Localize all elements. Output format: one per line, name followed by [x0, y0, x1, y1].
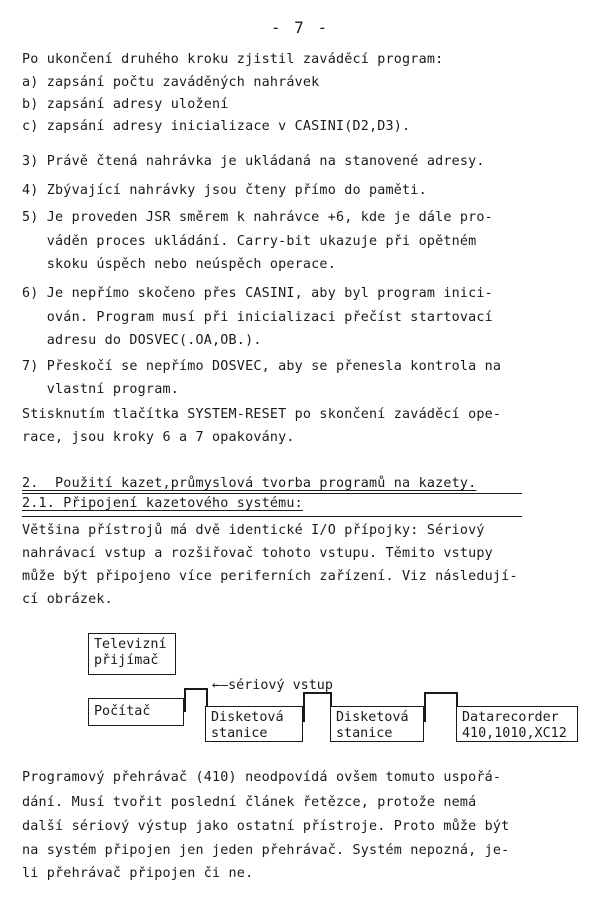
text-line: cí obrázek.	[22, 592, 113, 607]
tv-label-line1: Televizní	[94, 637, 167, 652]
cable	[424, 692, 426, 722]
text-line: Stisknutím tlačítka SYSTEM-RESET po skončení zaváděcí ope-	[22, 407, 502, 422]
disk-drive-2-line1: Disketová	[336, 710, 409, 725]
text-line: 6) Je nepřímo skočeno přes CASINI, aby byl program inici-	[22, 286, 493, 301]
disk-drive-1-line2: stanice	[211, 726, 268, 741]
text-line: může být připojeno více periferních zařízení. Viz následují-	[22, 569, 518, 584]
text-line: li přehrávač připojen či ne.	[22, 866, 254, 881]
text-line: další sériový výstup jako ostatní přístroje. Proto může být	[22, 819, 510, 834]
tv-label-line2: přijímač	[94, 653, 159, 668]
cable	[184, 688, 186, 712]
text-line: 4) Zbývající nahrávky jsou čteny přímo do paměti.	[22, 183, 427, 198]
computer-box	[88, 698, 184, 726]
text-line: dání. Musí tvořit poslední článek řetězce, protože nemá	[22, 795, 477, 810]
divider	[22, 516, 522, 517]
cable	[330, 692, 332, 706]
text-line: Většina přístrojů má dvě identické I/O přípojky: Sériový	[22, 523, 485, 538]
cable	[456, 692, 458, 706]
text-line: vlastní program.	[22, 382, 179, 397]
text-line: a) zapsání počtu zaváděných nahrávek	[22, 75, 320, 90]
disk-drive-1-line1: Disketová	[211, 710, 284, 725]
computer-label: Počítač	[94, 704, 151, 719]
text-line: b) zapsání adresy uložení	[22, 97, 229, 112]
text-line: race, jsou kroky 6 a 7 opakovány.	[22, 430, 295, 445]
text-line: 5) Je proveden JSR směrem k nahrávce +6, kde je dále pro-	[22, 210, 493, 225]
text-line: nahrávací vstup a rozšiřovač tohoto vstupu. Těmito vstupy	[22, 546, 493, 561]
disk-drive-2-line2: stanice	[336, 726, 393, 741]
text-line: Programový přehrávač (410) neodpovídá ovšem tomuto uspořá-	[22, 770, 502, 785]
text-line: c) zapsání adresy inicializace v CASINI(D2,D3).	[22, 119, 411, 134]
cable	[303, 692, 305, 722]
text-line: ován. Program musí při inicializaci přečíst startovací	[22, 310, 493, 325]
disk-drive-2-box	[330, 706, 424, 742]
cable	[424, 692, 457, 694]
text-line: váděn proces ukládání. Carry-bit ukazuje při opětném	[22, 234, 477, 249]
text-line: adresu do DOSVEC(.OA,OB.).	[22, 333, 262, 348]
tv-box	[88, 633, 176, 675]
section-heading: 2. Použití kazet,průmyslová tvorba programů na kazety.	[22, 476, 477, 491]
page-number: - 7 -	[270, 18, 330, 37]
cable	[206, 688, 208, 706]
text-line: 3) Právě čtená nahrávka je ukládaná na stanovené adresy.	[22, 154, 485, 169]
datarecorder-line2: 410,1010,XC12	[462, 726, 567, 741]
datarecorder-line1: Datarecorder	[462, 710, 559, 725]
text-line: 7) Přeskočí se nepřímo DOSVEC, aby se přenesla kontrola na	[22, 359, 502, 374]
cable	[184, 688, 208, 690]
subsection-heading: 2.1. Připojení kazetového systému:	[22, 496, 303, 511]
datarecorder-box	[456, 706, 578, 742]
text-line: skoku úspěch nebo neúspěch operace.	[22, 257, 336, 272]
serial-input-label: ←—sériový vstup	[212, 678, 333, 693]
text-line: Po ukončení druhého kroku zjistil zaváděcí program:	[22, 52, 444, 67]
divider	[22, 493, 522, 494]
text-line: na systém připojen jen jeden přehrávač. Systém nepozná, je-	[22, 843, 510, 858]
disk-drive-1-box	[205, 706, 303, 742]
